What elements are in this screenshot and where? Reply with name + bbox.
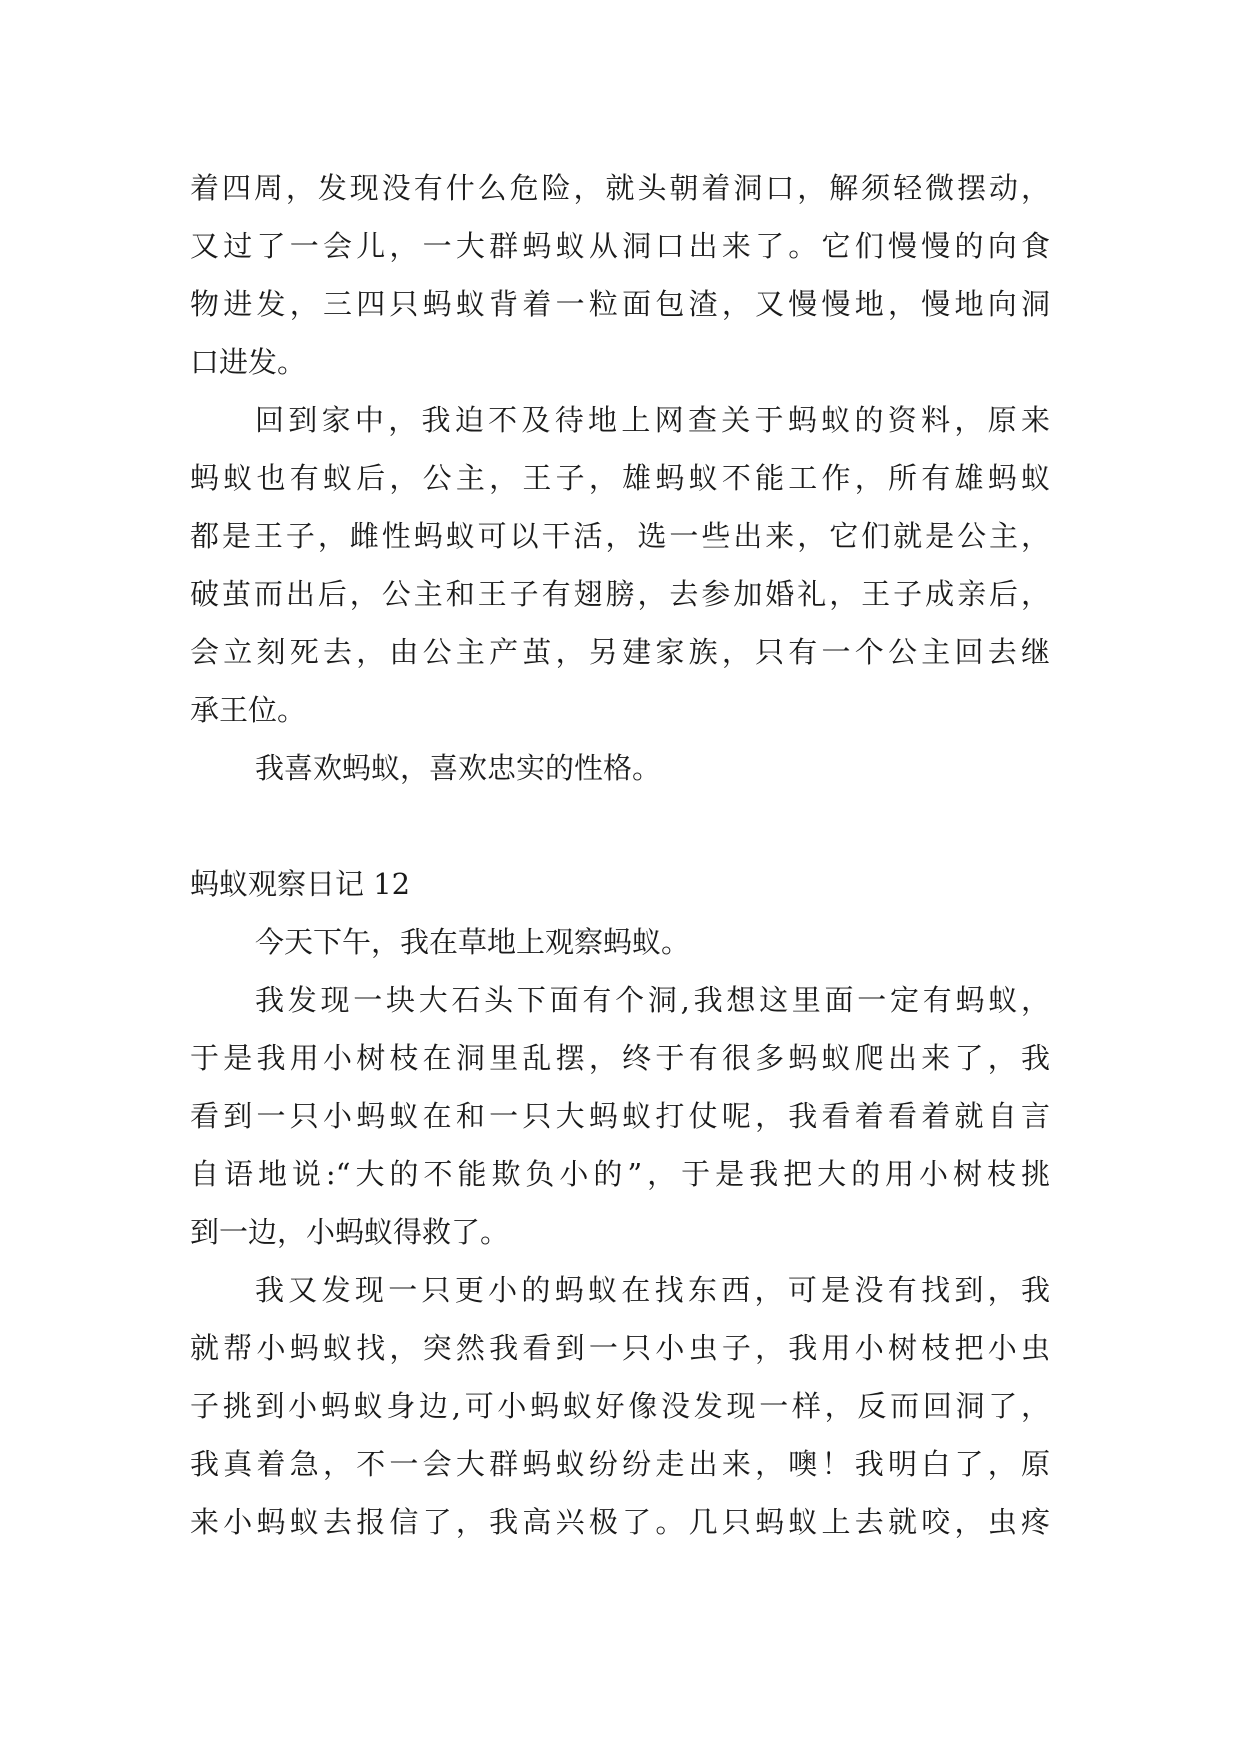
text-line: 承王位。 bbox=[190, 693, 307, 727]
text-line: 我发现一块大石头下面有个洞,我想这里面一定有蚂蚁， bbox=[255, 983, 1050, 1017]
text-line: 都是王子，雌性蚂蚁可以干活，选一些出来，它们就是公主， bbox=[190, 519, 1050, 553]
text-line: 于是我用小树枝在洞里乱摆，终于有很多蚂蚁爬出来了，我 bbox=[190, 1041, 1050, 1075]
text-line: 物进发，三四只蚂蚁背着一粒面包渣，又慢慢地，慢地向洞 bbox=[190, 287, 1050, 321]
text-line: 着四周，发现没有什么危险，就头朝着洞口，解须轻微摆动， bbox=[190, 171, 1050, 205]
text-line: 子挑到小蚂蚁身边,可小蚂蚁好像没发现一样，反而回洞了， bbox=[190, 1389, 1050, 1423]
text-line: 到一边，小蚂蚁得救了。 bbox=[190, 1215, 510, 1249]
text-line: 来小蚂蚁去报信了，我高兴极了。几只蚂蚁上去就咬，虫疼 bbox=[190, 1505, 1050, 1539]
text-line: 我喜欢蚂蚁，喜欢忠实的性格。 bbox=[255, 751, 662, 785]
text-line: 看到一只小蚂蚁在和一只大蚂蚁打仗呢，我看着看着就自言 bbox=[190, 1099, 1050, 1133]
text-line: 破茧而出后，公主和王子有翅膀，去参加婚礼，王子成亲后， bbox=[190, 577, 1050, 611]
text-line: 口进发。 bbox=[190, 345, 307, 379]
text-line: 又过了一会儿，一大群蚂蚁从洞口出来了。它们慢慢的向食 bbox=[190, 229, 1050, 263]
text-line: 我真着急，不一会大群蚂蚁纷纷走出来，噢！我明白了，原 bbox=[190, 1447, 1050, 1481]
text-line: 蚂蚁也有蚁后，公主，王子，雄蚂蚁不能工作，所有雄蚂蚁 bbox=[190, 461, 1050, 495]
text-line: 自语地说:“大的不能欺负小的”，于是我把大的用小树枝挑 bbox=[190, 1157, 1050, 1191]
section-title: 蚂蚁观察日记 12 bbox=[190, 867, 411, 901]
text-line: 就帮小蚂蚁找，突然我看到一只小虫子，我用小树枝把小虫 bbox=[190, 1331, 1050, 1365]
text-line: 我又发现一只更小的蚂蚁在找东西，可是没有找到，我 bbox=[255, 1273, 1050, 1307]
text-line: 回到家中，我迫不及待地上网查关于蚂蚁的资料，原来 bbox=[255, 403, 1050, 437]
text-line: 会立刻死去，由公主产茧，另建家族，只有一个公主回去继 bbox=[190, 635, 1050, 669]
text-line: 今天下午，我在草地上观察蚂蚁。 bbox=[255, 925, 691, 959]
